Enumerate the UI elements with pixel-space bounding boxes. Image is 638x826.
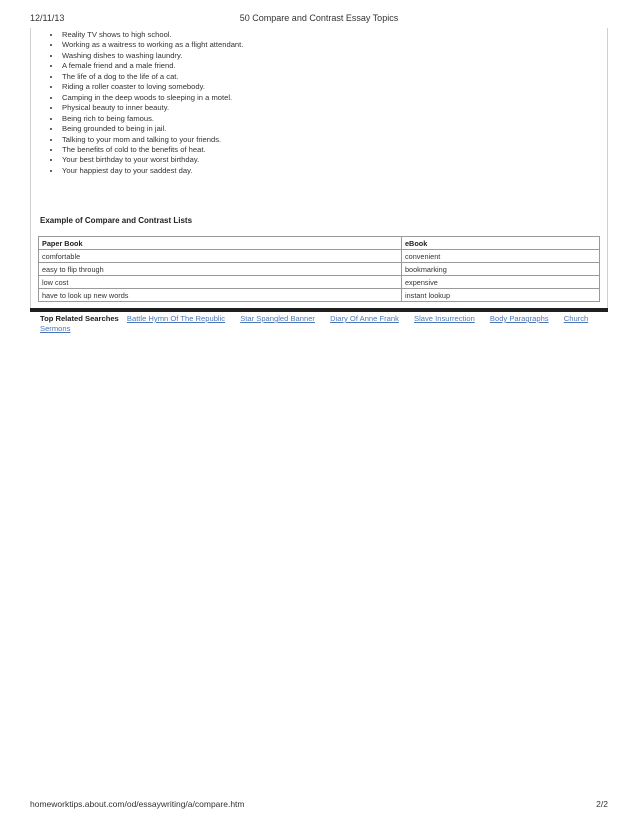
- table-header-row: [39, 237, 600, 250]
- comparison-table: [38, 236, 600, 302]
- page-number: 2/2: [596, 799, 608, 809]
- related-searches: [40, 314, 608, 334]
- related-link-slave-insurrection[interactable]: Slave Insurrection: [414, 314, 475, 323]
- list-item: • Reality TV shows to high school.: [61, 30, 601, 40]
- list-item: • Your happiest day to your saddest day.: [61, 166, 601, 176]
- page-title: 50 Compare and Contrast Essay Topics: [239, 13, 399, 23]
- table-header-paper-book: Paper Book: [39, 237, 402, 250]
- related-link-church-sermons[interactable]: Church Sermons: [40, 314, 589, 333]
- list-item: • A female friend and a male friend.: [61, 61, 601, 71]
- table-cell: instant lookup: [402, 289, 600, 302]
- list-item: • Talking to your mom and talking to your friends.: [61, 135, 601, 145]
- section-heading: Example of Compare and Contrast Lists: [40, 216, 193, 225]
- related-searches-label: Top Related Searches: [40, 314, 119, 323]
- table-header-ebook: eBook: [402, 237, 600, 250]
- list-item: • Physical beauty to inner beauty.: [61, 103, 601, 113]
- list-item: • Camping in the deep woods to sleeping in a motel.: [61, 93, 601, 103]
- table-cell: comfortable: [39, 250, 402, 263]
- list-item: • Being rich to being famous.: [61, 114, 601, 124]
- list-item: • Working as a waitress to working as a flight attendant.: [61, 40, 601, 50]
- table-cell: expensive: [402, 276, 600, 289]
- table-row: [39, 250, 600, 263]
- content-bottom-bar: [30, 308, 608, 312]
- related-link-diary-anne-frank[interactable]: Diary Of Anne Frank: [330, 314, 399, 323]
- list-item: • Being grounded to being in jail.: [61, 124, 601, 134]
- table-row: [39, 289, 600, 302]
- table-cell: low cost: [39, 276, 402, 289]
- table-row: [39, 263, 600, 276]
- list-item: • Riding a roller coaster to loving somebody.: [61, 82, 601, 92]
- table-cell: bookmarking: [402, 263, 600, 276]
- topic-list: [41, 30, 601, 176]
- table-cell: have to look up new words: [39, 289, 402, 302]
- related-link-star-spangled-banner[interactable]: Star Spangled Banner: [240, 314, 315, 323]
- related-link-body-paragraphs[interactable]: Body Paragraphs: [489, 314, 549, 323]
- list-item: • Washing dishes to washing laundry.: [61, 51, 601, 61]
- article-content: [30, 28, 608, 333]
- print-date: 12/11/13: [30, 13, 65, 23]
- list-item: • The benefits of cold to the benefits of heat.: [61, 145, 601, 155]
- list-item: • Your best birthday to your worst birthday.: [61, 155, 601, 165]
- table-cell: convenient: [402, 250, 600, 263]
- table-cell: easy to flip through: [39, 263, 402, 276]
- footer-url: homeworktips.about.com/od/essaywriting/a/compare.htm: [30, 799, 245, 809]
- related-link-battle-hymn[interactable]: Battle Hymn Of The Republic: [126, 314, 226, 323]
- table-row: [39, 276, 600, 289]
- list-item: • The life of a dog to the life of a cat.: [61, 72, 601, 82]
